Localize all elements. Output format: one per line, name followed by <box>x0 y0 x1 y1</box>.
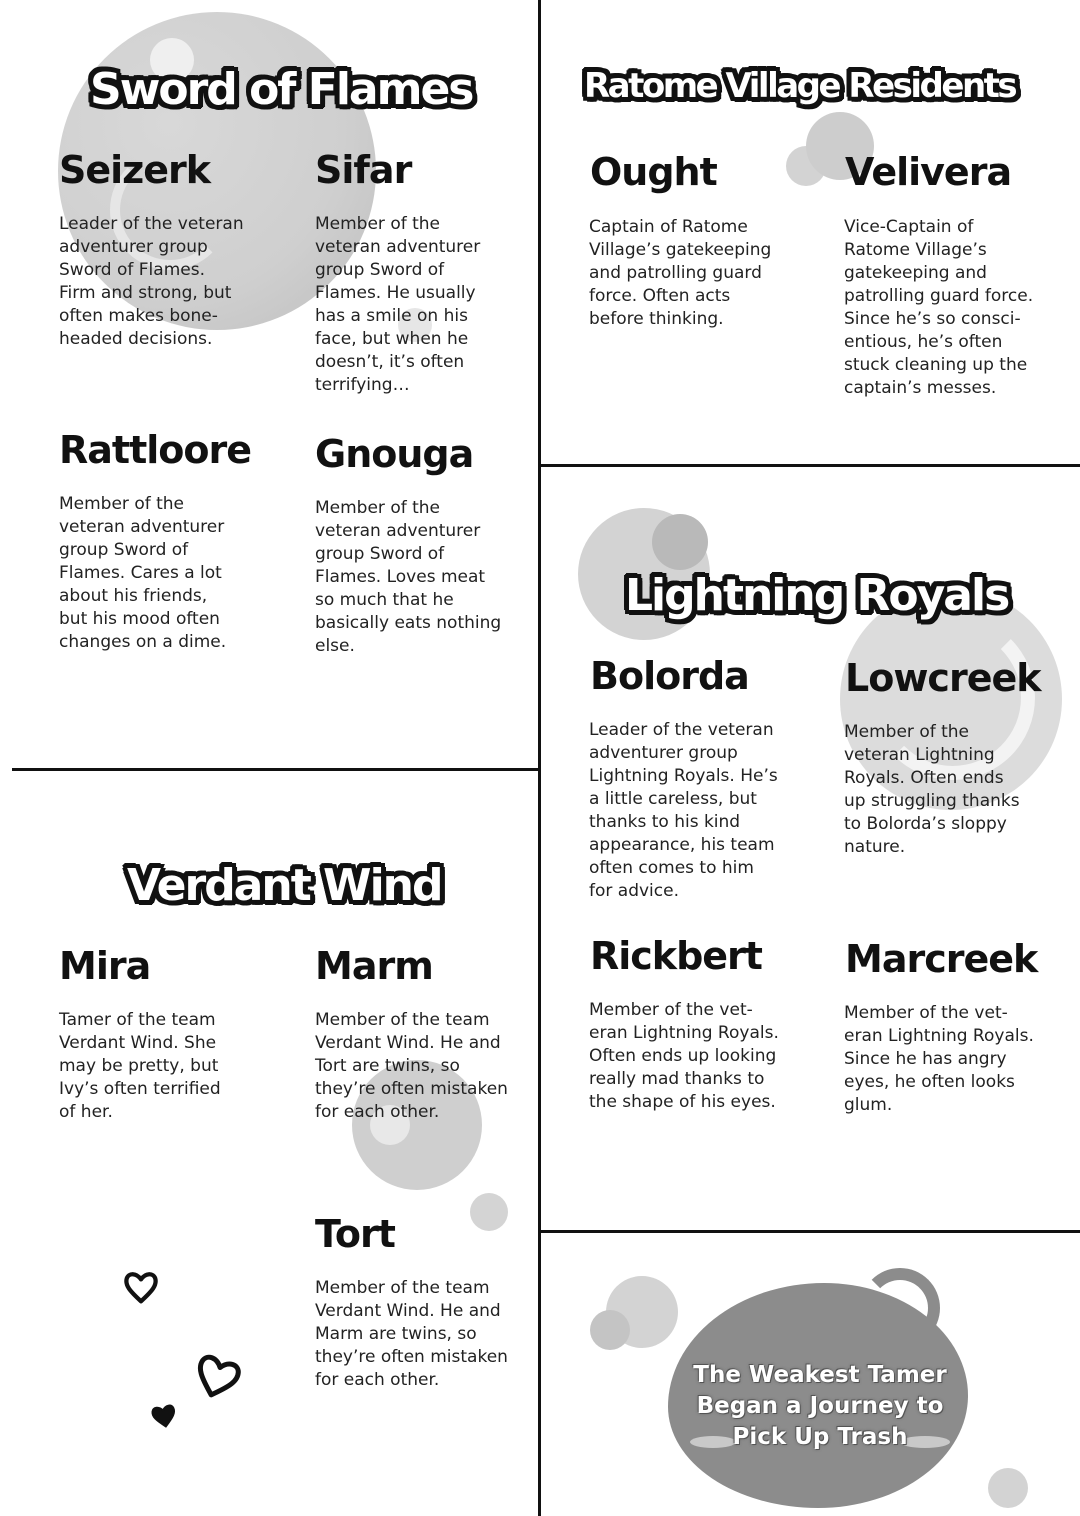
character-name: Bolorda <box>590 654 749 698</box>
character-name: Marm <box>315 944 433 988</box>
character-description: Member of the veteran Lightning Royals. Often ends up struggling thanks to Bolorda’s sloppy nature. <box>844 722 1020 857</box>
character-description: Tamer of the team Verdant Wind. She may be pretty, but Ivy’s often terrified of her. <box>59 1010 221 1122</box>
heart-icon <box>185 1345 248 1408</box>
section-title-lightning-royals: Lightning Royals <box>625 570 1009 621</box>
section-title-verdant-wind: Verdant Wind <box>127 860 442 911</box>
character-name: Rattloore <box>59 428 251 472</box>
character-name: Mira <box>59 944 151 988</box>
character-description: Leader of the veteran adventurer group Sword of Flames. Firm and strong, but often makes bone- headed decisions. <box>59 214 244 349</box>
bubble-decoration <box>470 1193 508 1231</box>
character-name: Tort <box>315 1212 395 1256</box>
character-description: Member of the team Verdant Wind. He and Marm are twins, so they’re often mistaken for each other. <box>315 1278 508 1390</box>
character-name: Rickbert <box>590 934 762 978</box>
character-name: Marcreek <box>845 937 1038 981</box>
bubble-decoration <box>590 1310 630 1350</box>
character-name: Velivera <box>845 150 1012 194</box>
horizontal-divider <box>12 768 540 771</box>
character-description: Member of the veteran adventurer group Sword of Flames. Loves meat so much that he basically eats nothing else. <box>315 498 502 656</box>
logo-swirl <box>860 1268 940 1348</box>
character-name: Ought <box>590 150 717 194</box>
character-description: Member of the vet- eran Lightning Royals. Since he has angry eyes, he often looks glum. <box>844 1003 1034 1115</box>
horizontal-divider <box>540 464 1080 467</box>
character-name: Gnouga <box>315 432 474 476</box>
character-description: Leader of the veteran adventurer group Lightning Royals. He’s a little careless, but thanks to his kind appearance, his team often comes to him for advice. <box>589 720 778 901</box>
bubble-decoration <box>652 514 708 570</box>
bubble-decoration <box>988 1468 1028 1508</box>
vertical-divider <box>538 0 541 1516</box>
heart-icon <box>148 1400 180 1432</box>
character-description: Member of the veteran adventurer group Sword of Flames. He usually has a smile on his face, but when he doesn’t, it’s often terrifying… <box>315 214 481 395</box>
character-name: Sifar <box>315 148 412 192</box>
horizontal-divider <box>540 1230 1080 1233</box>
section-title-sword-of-flames: Sword of Flames <box>90 64 473 115</box>
section-title-ratome-village-residents: Ratome Village Residents <box>584 66 1016 106</box>
character-description: Captain of Ratome Village’s gatekeeping and patrolling guard force. Often acts before thinking. <box>589 217 772 329</box>
character-name: Seizerk <box>59 148 211 192</box>
character-name: Lowcreek <box>845 656 1041 700</box>
character-description: Member of the veteran adventurer group Sword of Flames. Cares a lot about his friends, but his mood often changes on a dime. <box>59 494 227 652</box>
heart-icon <box>122 1268 160 1306</box>
character-description: Member of the vet- eran Lightning Royals. Often ends up looking really mad thanks to the shape of his eyes. <box>589 1000 779 1112</box>
logo-title: The Weakest Tamer Began a Journey to Pick Up Trash <box>693 1362 947 1450</box>
character-description: Vice-Captain of Ratome Village’s gatekeeping and patrolling guard force. Since he’s so consci- entious, he’s often stuck cleaning up the captain’s messes. <box>844 217 1034 398</box>
character-description: Member of the team Verdant Wind. He and Tort are twins, so they’re often mistaken for each other. <box>315 1010 508 1122</box>
